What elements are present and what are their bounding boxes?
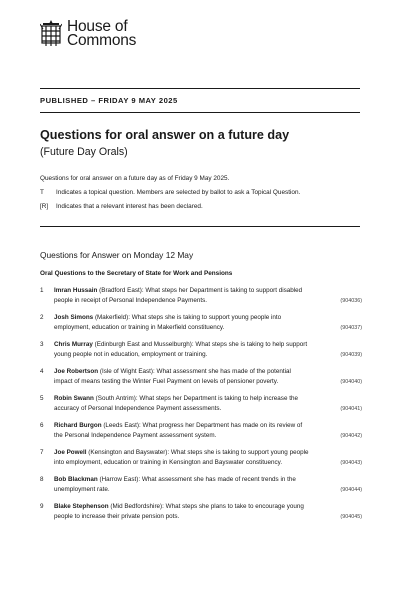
question-text-start: What steps her Department is taking to help increase the [139,395,298,402]
question-text-end: employment, education or training in Makerfield constituency. [54,324,225,331]
constituency: (Makerfield): [94,314,130,321]
question-reference: (904044) [340,487,362,493]
question-number: 8 [40,476,44,483]
question-text-start: What steps she plans to take to encourage young [165,503,304,510]
constituency: (Isle of Wight East): [99,368,155,375]
question-text-end: people to increase their private pension pots. [54,513,180,520]
question-line-2 [54,350,362,360]
question-text-end: the Personal Independence Payment assessment system. [54,432,217,439]
question-line-2 [54,404,362,414]
intro-block [40,172,360,214]
constituency: (Mid Bedfordshire): [110,503,164,510]
question-number: 7 [40,449,44,456]
legend-key: [R] [40,203,49,210]
member-name: Blake Stephenson [54,503,109,510]
question-reference: (904037) [340,325,362,331]
question-text-end: people in receipt of Personal Independence Payments. [54,297,207,304]
question-line-1 [54,502,362,512]
logo-line-2: Commons [67,32,137,49]
question-line-1 [54,421,362,431]
member-name: Imran Hussain [54,287,98,294]
question-line-1 [54,313,362,323]
top-rule [40,88,360,89]
department-heading: Oral Questions to the Secretary of State for Work and Pensions [40,270,233,277]
logo-line-1: House of [67,18,128,35]
question-text-end: accuracy of Personal Independence Payment assessments. [54,405,222,412]
legend-topical [40,186,360,200]
question-text-start: What steps she is taking to support young people [170,449,309,456]
member-name: Bob Blackman [54,476,98,483]
question-line-2 [54,512,362,522]
portcullis-icon [40,20,62,48]
section-heading: Questions for Answer on Monday 12 May [40,250,194,260]
question-item [40,502,362,522]
constituency: (Edinburgh East and Musselburgh): [94,341,194,348]
question-item [40,313,362,333]
legend-text: Indicates that a relevant interest has been declared. [56,203,203,210]
question-line-1 [54,340,362,350]
section-rule [40,226,360,227]
member-name: Joe Robertson [54,368,99,375]
member-name: Richard Burgon [54,422,102,429]
legend-interest [40,200,360,214]
question-reference: (904045) [340,514,362,520]
intro-line: Questions for oral answer on a future day as of Friday 9 May 2025. [40,175,230,182]
question-text-start: What steps her Department is taking to support disabled [145,287,303,294]
legend-key: T [40,189,44,196]
constituency: (Bradford East): [99,287,144,294]
page-title: Questions for oral answer on a future day [40,128,290,142]
page-subtitle: (Future Day Orals) [40,146,128,158]
constituency: (Harrow East): [99,476,141,483]
constituency: (Leeds East): [103,422,141,429]
question-number: 3 [40,341,44,348]
question-number: 5 [40,395,44,402]
constituency: (South Antrim): [95,395,138,402]
question-item [40,340,362,360]
member-name: Joe Powell [54,449,87,456]
question-number: 4 [40,368,44,375]
questions-list [40,286,362,529]
question-text-end: young people not in education, employment or training. [54,351,208,358]
published-rule [40,112,360,113]
question-line-2 [54,485,362,495]
member-name: Chris Murray [54,341,93,348]
question-line-2 [54,323,362,333]
question-item [40,286,362,306]
question-text-start: What steps she is taking to support young people into [131,314,282,321]
constituency: (Kensington and Bayswater): [88,449,170,456]
question-item [40,421,362,441]
question-reference: (904036) [340,298,362,304]
question-item [40,475,362,495]
question-line-1 [54,367,362,377]
question-text-end: into employment, education or training in Kensington and Bayswater constituency. [54,459,283,466]
question-number: 1 [40,287,44,294]
question-line-2 [54,377,362,387]
question-text-end: impact of means testing the Winter Fuel Payment on levels of pensioner poverty. [54,378,279,385]
question-line-2 [54,296,362,306]
question-text-start: What progress her Department has made on its review of [142,422,303,429]
question-line-1 [54,286,362,296]
question-line-2 [54,458,362,468]
question-number: 9 [40,503,44,510]
member-name: Josh Simons [54,314,94,321]
published-date: PUBLISHED – FRIDAY 9 MAY 2025 [40,96,178,105]
question-text-start: What assessment she has made of the potential [156,368,291,375]
question-line-1 [54,394,362,404]
question-reference: (904040) [340,379,362,385]
question-reference: (904042) [340,433,362,439]
question-reference: (904043) [340,460,362,466]
question-line-1 [54,475,362,485]
question-item [40,448,362,468]
question-number: 6 [40,422,44,429]
logo-wordmark [67,20,136,48]
house-of-commons-logo [40,20,136,48]
question-item [40,367,362,387]
question-text-start: What steps she is taking to help support [195,341,308,348]
question-number: 2 [40,314,44,321]
question-line-1 [54,448,362,458]
question-text-start: What assessment she has made of recent trends in the [141,476,296,483]
question-item [40,394,362,414]
member-name: Robin Swann [54,395,94,402]
question-line-2 [54,431,362,441]
question-reference: (904039) [340,352,362,358]
question-text-end: unemployment rate. [54,486,110,493]
legend-text: Indicates a topical question. Members are selected by ballot to ask a Topical Question. [56,189,301,196]
question-reference: (904041) [340,406,362,412]
